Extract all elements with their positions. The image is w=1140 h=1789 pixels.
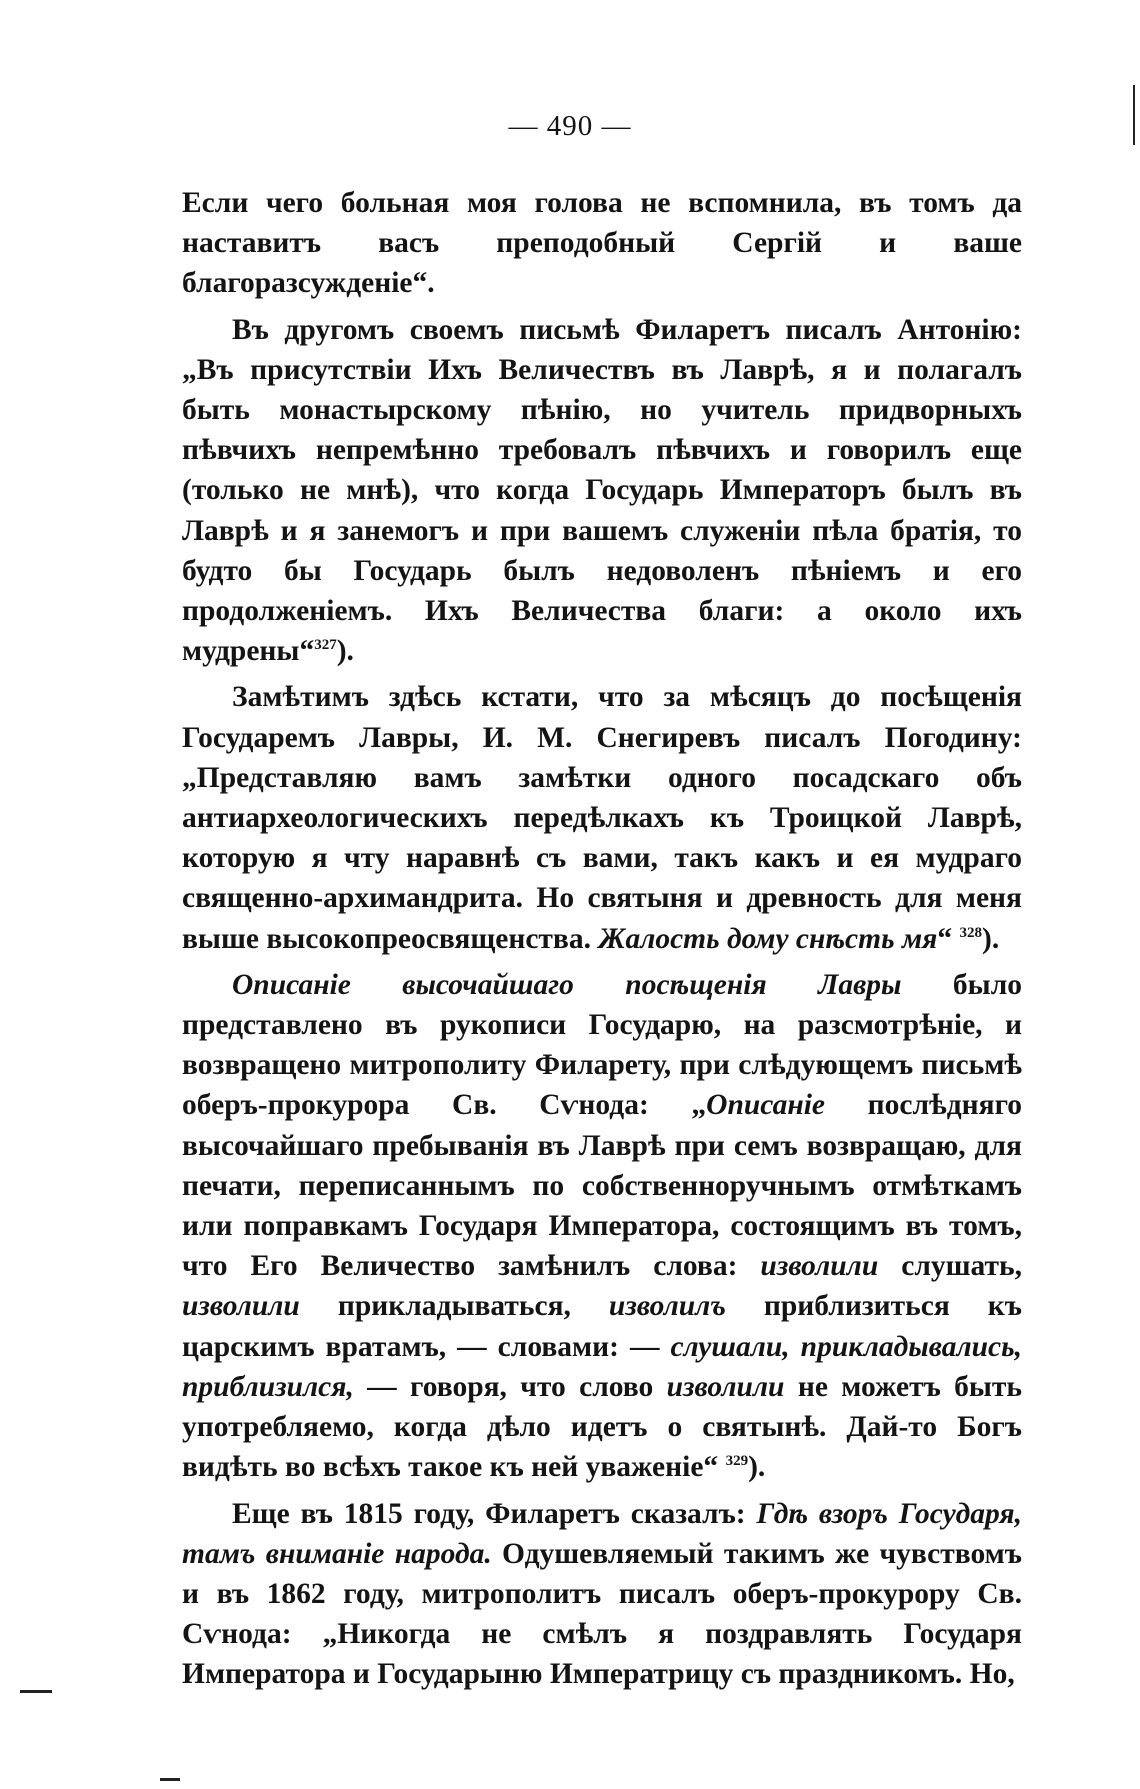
text-run: Еще въ 1815 году, Филаретъ сказалъ: xyxy=(232,1497,757,1530)
footnote-ref: 327 xyxy=(314,637,337,654)
text-run: Замѣтимъ здѣсь кстати, что за мѣсяцъ до посѣщенія Государемъ Лавры, И. М. Снегиревъ писалъ Погодину: „Представляю вамъ замѣтки одного посадскаго объ антиархеологическихъ передѣлкахъ къ Троицкой Лаврѣ, которую я чту наравнѣ съ вами, такъ какъ и ея мудраго священно-архимандрита. Но святыня и древность для меня выше высокопреосвященства. xyxy=(182,681,1022,955)
scan-mark-bottom xyxy=(160,1778,180,1781)
text-run: “ xyxy=(937,922,960,955)
text-run: Если чего больная моя голова не вспомнила, въ томъ да наставитъ васъ преподобный Сергій и ваше благоразсужденіе“. xyxy=(182,187,1022,300)
paragraph-p4 xyxy=(182,965,1022,1488)
paragraph-p5 xyxy=(182,1494,1022,1695)
italic-run: Гдѣ взоръ Государя, тамъ вниманіе народа. xyxy=(182,1497,1022,1570)
text-run: не можетъ быть употребляемо, когда дѣло идетъ о святынѣ. Дай-то Богъ видѣть во всѣхъ такое къ ней уваженіе“ xyxy=(182,1370,1023,1484)
text-run: Одушевляемый такимъ же чувствомъ и въ 1862 году, митрополитъ писалъ оберъ-прокурору Св. Сѵнода: „Никогда не смѣлъ я поздравлять Государя Императора и Государыню Императрицу съ праздникомъ. Но, xyxy=(182,1537,1022,1691)
italic-run: изволили xyxy=(182,1290,300,1323)
italic-run: изволилъ xyxy=(608,1290,726,1323)
text-run: приблизиться къ царскимъ вратамъ, — словами: — xyxy=(182,1290,1022,1363)
scan-mark-right xyxy=(1133,85,1135,145)
italic-run: Жалость дому снѣсть мя xyxy=(598,922,938,955)
paragraph-p1 xyxy=(182,183,1022,304)
footnote-ref: 329 xyxy=(725,1453,749,1470)
paragraph-p2 xyxy=(182,310,1022,672)
text-run: ). xyxy=(336,635,354,668)
footnote-ref: 328 xyxy=(959,924,982,941)
text-run: слушать, xyxy=(878,1250,1022,1283)
italic-run: слушали, прикладывались, приблизился, xyxy=(182,1330,1022,1403)
paragraph-p3 xyxy=(182,677,1022,958)
italic-run: Описаніе xyxy=(706,1089,826,1122)
text-run: ). xyxy=(982,922,1000,955)
text-run: Въ другомъ своемъ письмѣ Филаретъ писалъ Антонію: „Въ присутствіи Ихъ Величествъ въ Лаврѣ, я и полагалъ быть монастырскому пѣнію, но учитель придворныхъ пѣвчихъ непремѣнно требовалъ пѣвчихъ и говорилъ еще (только не мнѣ), что когда Государь Императоръ былъ въ Лаврѣ и я занемогъ и при вашемъ служеніи пѣла братія, то будто бы Государь былъ недоволенъ пѣніемъ и его продолженіемъ. Ихъ Величества благи: а около ихъ мудрены“ xyxy=(182,313,1022,668)
text-run: прикладываться, xyxy=(299,1290,609,1323)
scan-mark-left xyxy=(20,1690,52,1693)
italic-run: изволили xyxy=(760,1250,879,1283)
text-run: — говоря, что слово xyxy=(353,1370,667,1403)
text-run: было представлено въ рукописи Государю, на разсмотрѣніе, и возвращено митрополиту Филарету, при слѣдующемъ письмѣ оберъ-прокурора Св. Сѵнода: „ xyxy=(182,968,1022,1122)
text-run: послѣдняго высочайшаго пребыванія въ Лаврѣ при семъ возвращаю, для печати, переписаннымъ по собственноручнымъ отмѣткамъ или поправкамъ Государя Императора, состоящимъ въ томъ, что Его Величество замѣнилъ слова: xyxy=(182,1089,1022,1283)
text-run: ). xyxy=(748,1451,766,1484)
italic-run: Описаніе высочайшаго посѣщенія Лавры xyxy=(232,968,902,1001)
body-text xyxy=(182,183,1022,1695)
italic-run: изволили xyxy=(666,1370,785,1403)
page-number: — 490 — xyxy=(508,110,632,142)
